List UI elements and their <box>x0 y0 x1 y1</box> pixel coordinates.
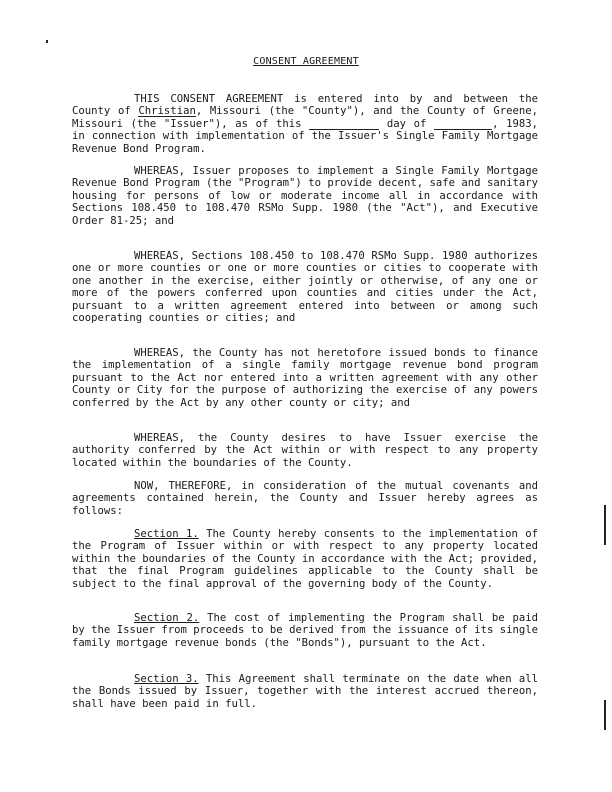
scan-edge-mark <box>604 700 606 730</box>
whereas-paragraph-1 <box>72 165 538 227</box>
section-1-label: Section 1. <box>134 528 199 540</box>
section-3-label: Section 3. <box>134 673 199 685</box>
whereas-4-text: WHEREAS, the County desires to have Issuer exercise the authority conferred by the Act within or with respect to any property located within the boundaries of the County. <box>72 432 538 469</box>
county-name-field: Christian <box>138 105 196 118</box>
blank-month-field <box>434 119 492 130</box>
scan-speck <box>46 40 48 43</box>
section-2-text: The cost of implementing the Program shall be paid by the Issuer from proceeds to be derived from the issuance of its single family mortgage revenue bonds (the "Bonds"), pursuant to the Act. <box>72 612 538 649</box>
intro-text-2: , Missouri (the "County"), and the County of Greene, Missouri (the "Issuer"), as of this <box>72 105 538 130</box>
intro-text-3: day of <box>386 117 427 130</box>
whereas-paragraph-2 <box>72 250 538 324</box>
blank-day-field <box>309 119 379 130</box>
intro-paragraph <box>72 93 538 155</box>
whereas-paragraph-4 <box>72 432 538 469</box>
document-title: CONSENT AGREEMENT <box>253 56 359 67</box>
section-1-text: The County hereby consents to the implementation of the Program of Issuer within or with respect to any property located within the boundaries of the County in accordance with the Act; provided, that the final Program guidelines applicable to the County shall be subject to the final approval of the governing body of the County. <box>72 528 538 590</box>
whereas-3-text: WHEREAS, the County has not heretofore issued bonds to finance the implementation of a single family mortgage revenue bond program pursuant to the Act nor entered into a written agreement with any other County or City for the purpose of authorizing the exercise of any powers conferred by the Act by any other county or city; and <box>72 347 538 409</box>
section-2-label: Section 2. <box>134 612 200 624</box>
section-3-text: This Agreement shall terminate on the date when all the Bonds issued by Issuer, together with the interest accrued thereon, shall have been paid in full. <box>72 673 538 710</box>
section-1-paragraph <box>72 528 538 590</box>
now-therefore-text: NOW, THEREFORE, in consideration of the mutual covenants and agreements contained herein, the County and Issuer hereby agrees as follows: <box>72 480 538 517</box>
section-2-paragraph <box>72 612 538 649</box>
whereas-1-text: WHEREAS, Issuer proposes to implement a Single Family Mortgage Revenue Bond Program (the "Program") to provide decent, safe and sanitary housing for persons of low or moderate income all in accordance with Sections 108.450 to 108.470 RSMo Supp. 1980 (the "Act"), and Executive Order 81-25; and <box>72 165 538 227</box>
now-therefore-paragraph <box>72 480 538 517</box>
whereas-2-text: WHEREAS, Sections 108.450 to 108.470 RSMo Supp. 1980 authorizes one or more counties or one or more counties or cities to cooperate with one another in the exercise, either jointly or otherwise, of any one or more of the powers conferred upon counties and cities under the Act, pursuant to a written agreement entered into between or among such cooperating counties or cities; and <box>72 250 538 325</box>
intro-text-4: , 1983, in connection with implementation of the Issuer's Single Family Mortgage Revenue Bond Program. <box>72 117 538 155</box>
section-3-paragraph <box>72 673 538 710</box>
intro-text-1: THIS CONSENT AGREEMENT is entered into by and between the County of <box>72 93 538 118</box>
whereas-paragraph-3 <box>72 347 538 409</box>
scan-edge-mark <box>604 505 606 545</box>
